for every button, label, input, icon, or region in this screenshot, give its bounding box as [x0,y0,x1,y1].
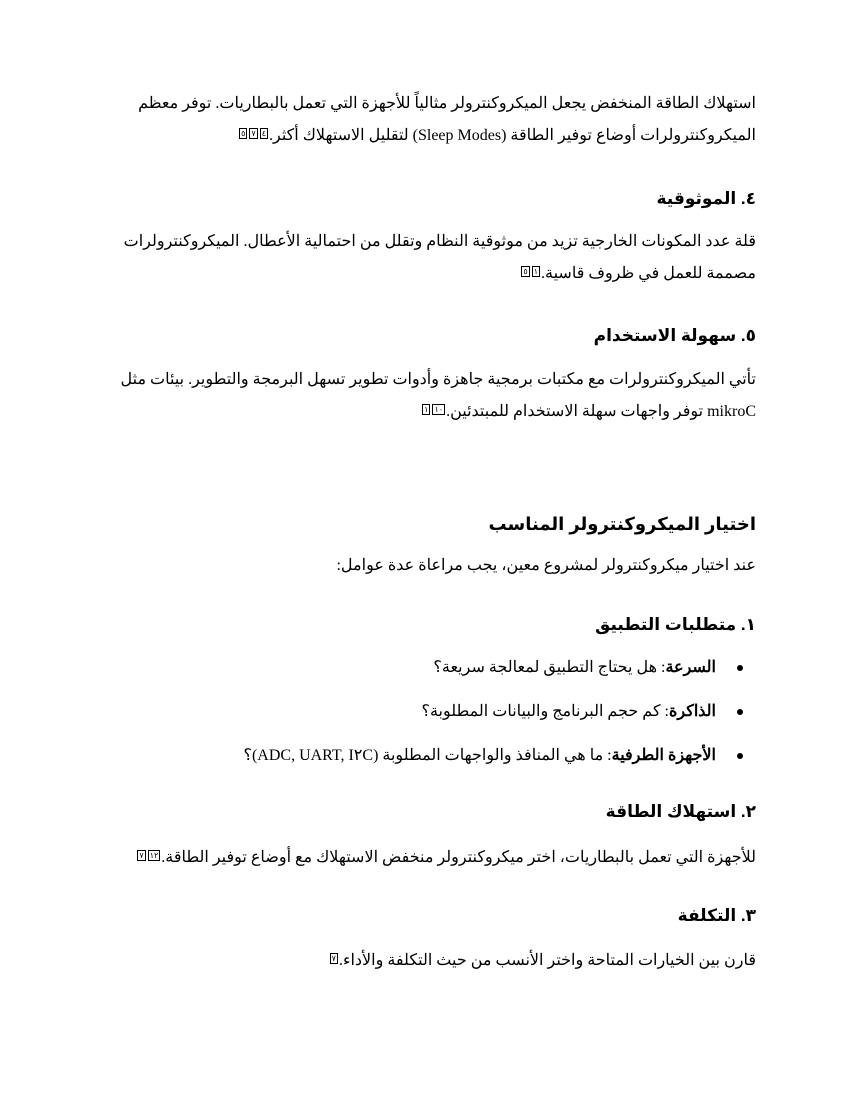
cost-paragraph [116,945,756,977]
paragraph-line: قلة عدد المكونات الخارجية تزيد من موثوقية النظام وتقلل من احتمالية الأعطال. الميكروكنترولرات [123,233,756,250]
item-text: : كم حجم البرنامج والبيانات المطلوبة؟ [421,703,669,720]
bullet-icon [737,753,743,759]
paragraph-line [116,258,756,290]
choose-intro-paragraph: عند اختيار ميكروكنترولر لمشروع معين، يجب مراعاة عدة عوامل: [336,557,756,574]
section-heading-cost: ٣. التكلفة [677,906,756,925]
section-heading-app-requirements: ١. متطلبات التطبيق [595,615,756,634]
bullet-icon [737,665,743,671]
power-paragraph [116,88,756,152]
section-heading-reliability: ٤. الموثوقية [656,189,756,208]
paragraph-text: الميكروكنترولرات أوضاع توفير الطاقة (Sleep Modes) لتقليل الاستهلاك أكثر. [268,127,756,144]
citation-ref[interactable]: ٥ [523,267,528,276]
item-text: : هل يحتاج التطبيق لمعالجة سريعة؟ [433,659,666,676]
citation-ref[interactable]: ١ [533,267,539,276]
citation-ref[interactable]: ٧ [251,129,256,138]
paragraph-text: mikroC توفر واجهات سهلة الاستخدام للمبتدئين. [446,403,756,420]
citation-ref[interactable]: ١٢ [149,851,159,860]
reliability-paragraph [116,226,756,290]
section-heading-power-consumption: ٢. استهلاك الطاقة [605,802,756,821]
paragraph-text: مصممة للعمل في ظروف قاسية. [541,265,756,282]
item-label: الذاكرة [669,703,716,720]
item-label: السرعة [665,659,716,676]
ease-of-use-paragraph [116,364,756,428]
item-label: الأجهزة الطرفية [611,747,716,764]
paragraph-line [116,396,756,428]
paragraph-line [116,120,756,152]
paragraph-text: قارن بين الخيارات المتاحة واختر الأنسب من حيث التكلفة والأداء. [338,952,756,969]
citation-ref[interactable]: ٥ [241,129,246,138]
power-consumption-paragraph [116,842,756,874]
citation-ref[interactable]: ٧ [331,954,336,963]
citation-ref[interactable]: ٧ [139,851,144,860]
paragraph-line: تأتي الميكروكنترولرات مع مكتبات برمجية جاهزة وأدوات تطوير تسهل البرمجة والتطوير. بيئات مثل [120,371,756,388]
citation-ref[interactable]: ١٠ [434,405,444,414]
list-item [116,745,756,767]
paragraph-line: استهلاك الطاقة المنخفض يجعل الميكروكنترولر مثالياً للأجهزة التي تعمل بالبطاريات. توفر معظم [138,95,756,112]
requirements-list [116,657,756,767]
section-heading-choose-mcu: اختيار الميكروكنترولر المناسب [488,514,756,534]
list-item [116,657,756,679]
citation-ref[interactable]: ١ [424,405,429,414]
bullet-icon [737,709,743,715]
paragraph-text: للأجهزة التي تعمل بالبطاريات، اختر ميكروكنترولر منخفض الاستهلاك مع أوضاع توفير الطاقة. [161,849,756,866]
citation-ref[interactable]: ٤ [261,129,266,138]
list-item [116,701,756,723]
item-text: : ما هي المنافذ والواجهات المطلوبة (ADC, UART, I٢C)؟ [243,747,612,764]
section-heading-ease-of-use: ٥. سهولة الاستخدام [593,326,756,345]
